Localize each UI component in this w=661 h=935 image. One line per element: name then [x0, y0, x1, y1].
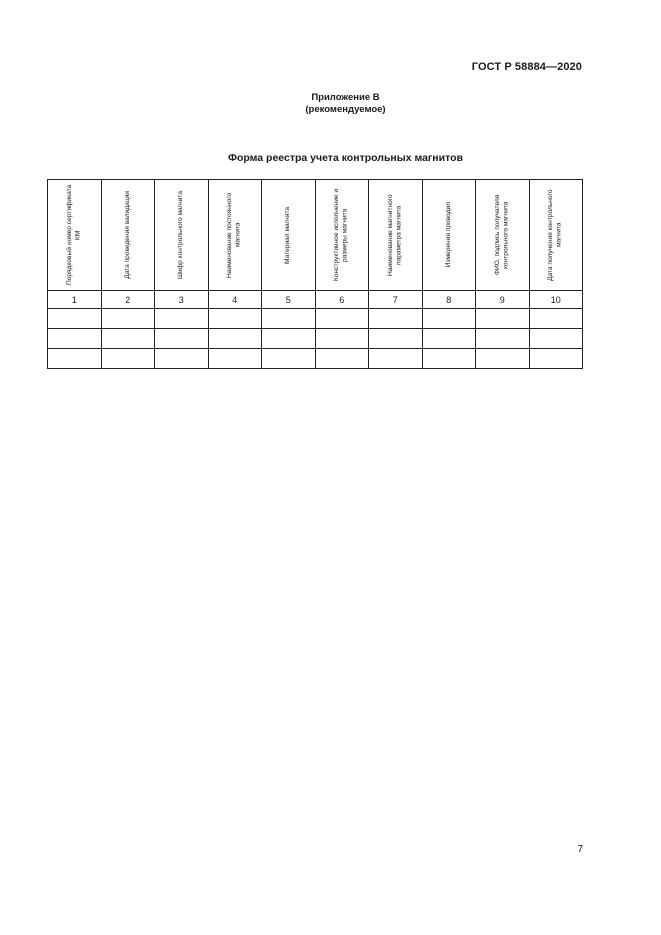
table-header-row	[48, 180, 583, 291]
table-cell[interactable]	[422, 309, 476, 329]
column-header	[208, 180, 262, 291]
table-cell[interactable]	[262, 349, 316, 369]
column-header	[422, 180, 476, 291]
form-title: Форма реестра учета контрольных магнитов	[228, 152, 463, 164]
table-cell[interactable]	[422, 329, 476, 349]
table-cell[interactable]	[529, 349, 583, 369]
column-label: Материал магнита	[284, 206, 292, 264]
table-cell[interactable]	[101, 309, 155, 329]
table-cell[interactable]	[529, 309, 583, 329]
column-number: 5	[262, 291, 316, 309]
column-number: 4	[208, 291, 262, 309]
table-cell[interactable]	[208, 349, 262, 369]
table-cell[interactable]	[262, 309, 316, 329]
column-number: 8	[422, 291, 476, 309]
table-cell[interactable]	[529, 329, 583, 349]
page-number: 7	[577, 844, 583, 855]
table-cell[interactable]	[262, 329, 316, 349]
table-row	[48, 349, 583, 369]
column-header	[155, 180, 209, 291]
table-cell[interactable]	[155, 329, 209, 349]
column-number: 7	[369, 291, 423, 309]
column-number: 3	[155, 291, 209, 309]
column-header	[369, 180, 423, 291]
table-cell[interactable]	[315, 329, 369, 349]
column-header	[48, 180, 102, 291]
column-label: Измерения проводил	[444, 202, 452, 268]
table-cell[interactable]	[476, 329, 530, 349]
column-header	[101, 180, 155, 291]
registry-table	[47, 179, 583, 369]
table-cell[interactable]	[476, 309, 530, 329]
column-number: 2	[101, 291, 155, 309]
column-label: Порядковый номер сертификата КМ	[65, 184, 82, 286]
table-cell[interactable]	[101, 329, 155, 349]
table-cell[interactable]	[369, 349, 423, 369]
table-cell[interactable]	[48, 349, 102, 369]
column-label: ФИО, подпись получателя контрольного магнита	[493, 194, 510, 276]
column-number: 10	[529, 291, 583, 309]
table-cell[interactable]	[101, 349, 155, 369]
table-cell[interactable]	[315, 309, 369, 329]
column-number: 1	[48, 291, 102, 309]
table-cell[interactable]	[208, 329, 262, 349]
column-label: Дата проведения валидации	[123, 191, 131, 279]
table-cell[interactable]	[369, 309, 423, 329]
column-number: 9	[476, 291, 530, 309]
table-row	[48, 309, 583, 329]
table-cell[interactable]	[369, 329, 423, 349]
column-label: Конструктивное исполнение и размеры магнита	[333, 188, 349, 282]
column-label: Наименование магнитного параметра магнита	[386, 194, 403, 276]
column-header	[476, 180, 530, 291]
column-label: Наименование постоянного магнита	[226, 192, 242, 278]
column-header	[262, 180, 316, 291]
table-cell[interactable]	[476, 349, 530, 369]
table-row	[48, 329, 583, 349]
table-cell[interactable]	[208, 309, 262, 329]
column-header	[315, 180, 369, 291]
column-number-row	[48, 291, 583, 309]
standard-number: ГОСТ Р 58884—2020	[471, 61, 582, 73]
column-header	[529, 180, 583, 291]
column-label: Дата получения контрольного магнита	[547, 189, 563, 281]
table-cell[interactable]	[48, 309, 102, 329]
table-cell[interactable]	[48, 329, 102, 349]
table-cell[interactable]	[155, 309, 209, 329]
column-number: 6	[315, 291, 369, 309]
table-cell[interactable]	[155, 349, 209, 369]
appendix-status: (рекомендуемое)	[305, 104, 386, 115]
appendix-title: Приложение В	[311, 92, 380, 103]
appendix-heading	[0, 92, 661, 116]
table-cell[interactable]	[315, 349, 369, 369]
column-label: Шифр контрольного магнита	[177, 190, 185, 280]
table-cell[interactable]	[422, 349, 476, 369]
